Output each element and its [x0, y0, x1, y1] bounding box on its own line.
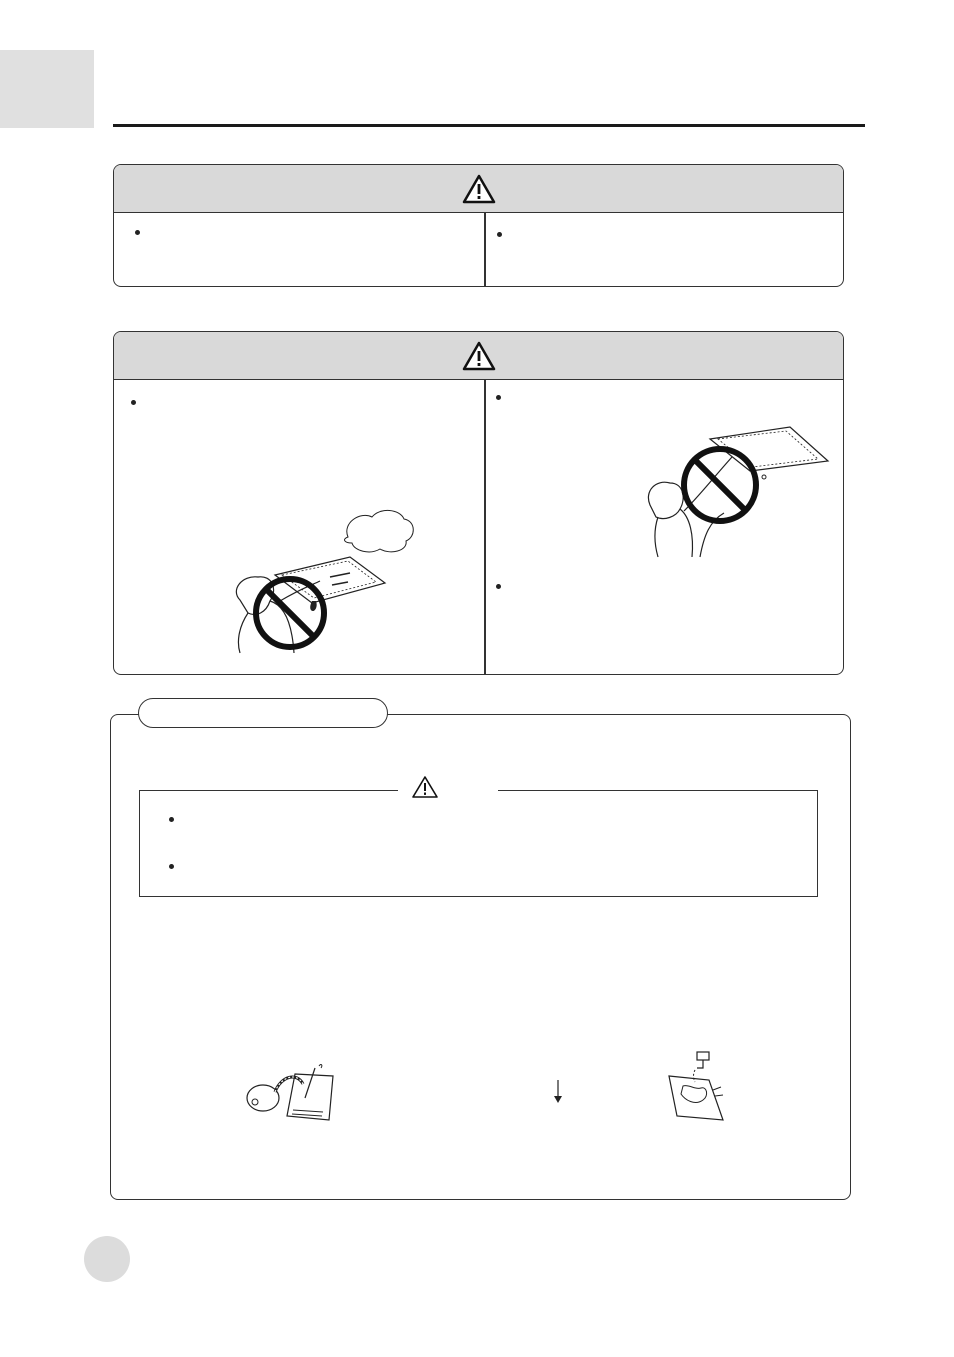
page-number-badge	[84, 1236, 130, 1282]
warning-panel-1-header	[114, 165, 843, 213]
header-rule	[113, 124, 865, 127]
illustration-no-touch-right	[640, 425, 830, 560]
bullet	[169, 864, 174, 869]
warning-panel-1-divider	[484, 212, 486, 286]
bullet	[169, 817, 174, 822]
illustration-vacuum-filter	[245, 1062, 337, 1124]
caution-box	[139, 790, 818, 897]
bullet	[135, 230, 140, 235]
bullet	[496, 584, 501, 589]
warning-triangle-icon	[462, 341, 496, 371]
warning-triangle-icon	[462, 174, 496, 204]
illustration-wash-filter	[665, 1050, 725, 1124]
bullet	[496, 395, 501, 400]
bullet	[497, 232, 502, 237]
illustration-no-touch-left	[220, 505, 420, 655]
warning-panel-1	[113, 164, 844, 287]
warning-triangle-icon	[411, 775, 439, 799]
warning-panel-2-divider	[484, 379, 486, 674]
arrow-down-icon	[553, 1080, 563, 1104]
bullet	[131, 400, 136, 405]
section-tab	[0, 50, 94, 128]
note-section-title-pill	[138, 698, 388, 728]
warning-panel-2-header	[114, 332, 843, 380]
